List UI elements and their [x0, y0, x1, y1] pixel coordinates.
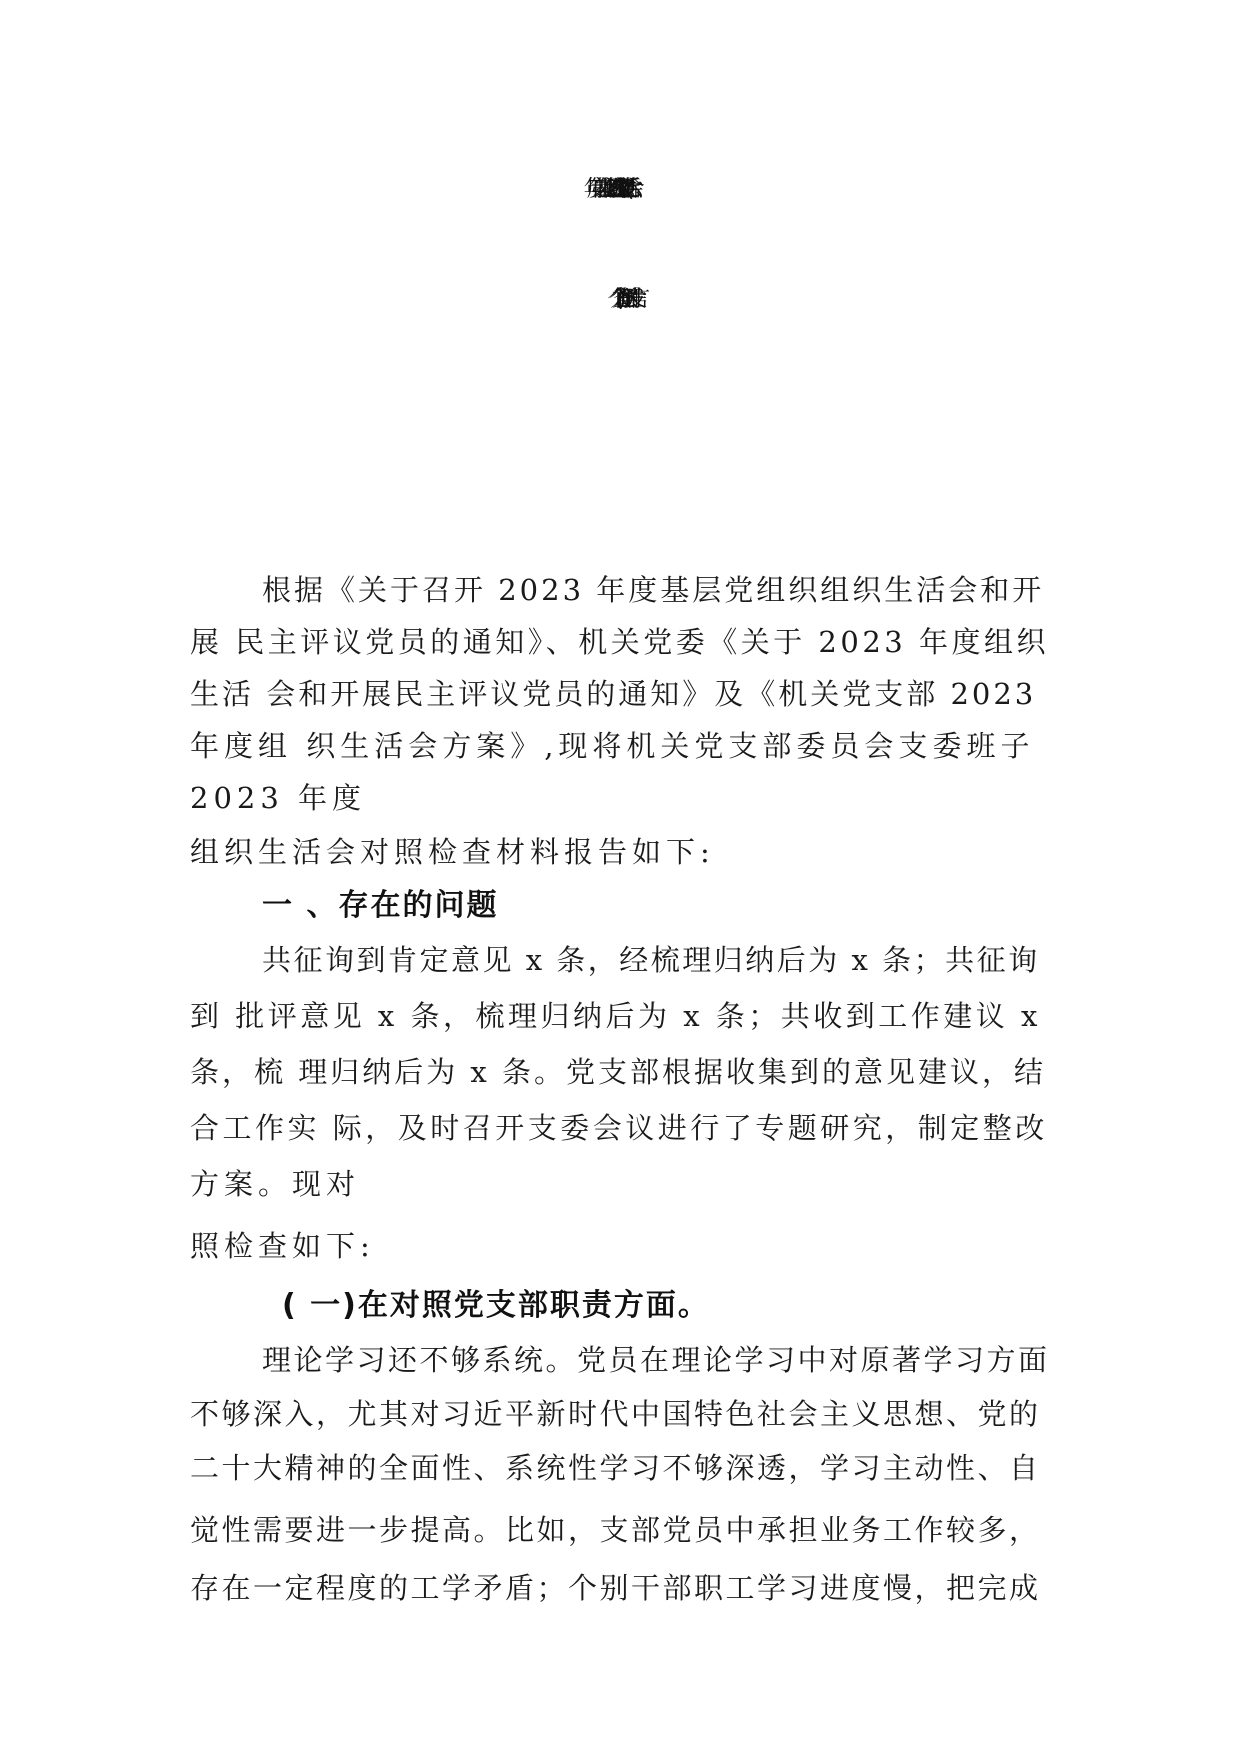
- paragraph-2-tail: 照检查如下:: [190, 1229, 375, 1263]
- paragraph-1-line-1: 根据《关于召开 2023 年度基层党组织组织生活会和开: [262, 573, 1045, 607]
- paragraph-3-line-5: 存在一定程度的工学矛盾；个别干部职工学习进度慢，把完成: [190, 1571, 1041, 1605]
- paragraph-2-line-2: 到 批评意见 x 条，梳理归纳后为 x 条；共收到工作建议 x: [190, 999, 1041, 1033]
- paragraph-1-line-5: 2023 年度: [190, 781, 367, 815]
- paragraph-2-line-5: 方案。现对: [190, 1167, 361, 1201]
- subsection-heading-branch-duties: ( 一)在对照党支部职责方面。: [282, 1288, 710, 1323]
- document-title-line-2: 个方面)个人查摆研讨发言: [608, 287, 632, 312]
- paragraph-2-line-3: 条，梳 理归纳后为 x 条。党支部根据收集到的意见建议，结: [190, 1055, 1047, 1089]
- paragraph-2-line-1: 共征询到肯定意见 x 条，经梳理归纳后为 x 条；共征询: [262, 943, 1040, 977]
- paragraph-3-line-2: 不够深入，尤其对习近平新时代中国特色社会主义思想、党的: [190, 1397, 1041, 1431]
- paragraph-3-line-1: 理论学习还不够系统。党员在理论学习中对原著学习方面: [262, 1343, 1050, 1377]
- paragraph-3-line-3: 二十大精神的全面性、系统性学习不够深透，学习主动性、自: [190, 1451, 1041, 1485]
- paragraph-1-line-4: 年度组 织生活会方案》,现将机关党支部委员会支委班子: [190, 729, 1035, 763]
- paragraph-1-tail: 组织生活会对照检查材料报告如下:: [190, 835, 715, 869]
- paragraph-2-line-4: 合工作实 际，及时召开支委会议进行了专题研究，制定整改: [190, 1111, 1048, 1145]
- document-title-line-1: 2024 年度第二批主题教育专题生活会(最新六: [615, 177, 625, 202]
- paragraph-1-line-3: 生活 会和开展民主评议党员的通知》及《机关党支部 2023: [190, 677, 1037, 711]
- paragraph-1-line-2: 展 民主评议党员的通知》、机关党委《关于 2023 年度组织: [190, 625, 1049, 659]
- paragraph-3-line-4: 觉性需要进一步提高。比如，支部党员中承担业务工作较多，: [190, 1513, 1041, 1547]
- section-heading-problems: 一 、存在的问题: [262, 888, 499, 923]
